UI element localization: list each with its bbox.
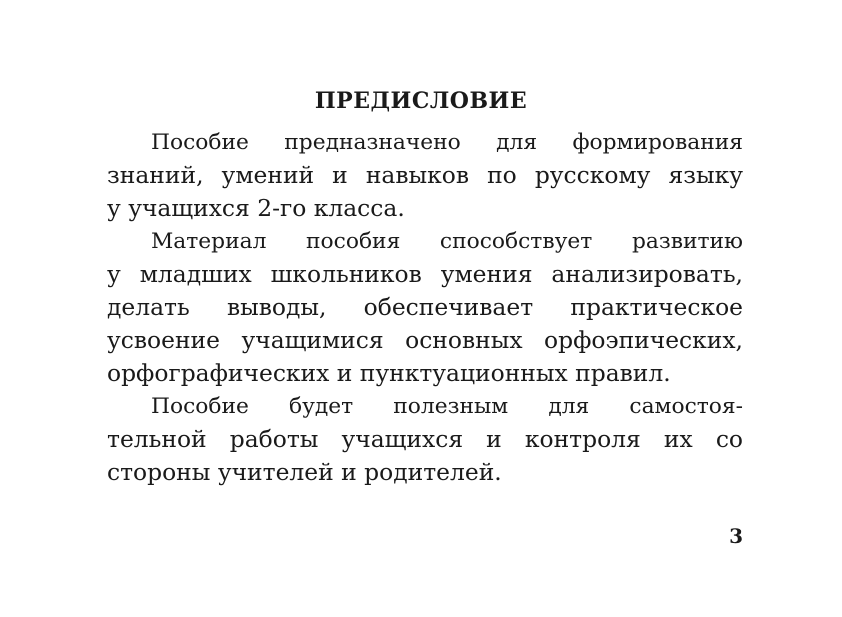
paragraph-line: у младших школьников умения анализировать, <box>107 260 743 288</box>
paragraph-line: Пособие будет полезным для самостоя- <box>151 394 743 419</box>
paragraph-line: стороны учителей и родителей. <box>107 458 502 486</box>
page-heading: ПРЕДИСЛОВИЕ <box>314 88 528 114</box>
paragraph-line: у учащихся 2-го класса. <box>107 194 405 222</box>
paragraph-line: Пособие предназначено для формирования <box>151 130 743 155</box>
paragraph <box>107 390 743 489</box>
paragraph-line: знаний, умений и навыков по русскому языку <box>107 161 743 189</box>
paragraph-line: делать выводы, обеспечивает практическое <box>107 293 743 321</box>
paragraph <box>107 225 743 390</box>
preface-body <box>107 126 743 489</box>
paragraph-line: усвоение учащимися основных орфоэпических, <box>107 326 743 354</box>
paragraph-line: тельной работы учащихся и контроля их со <box>107 425 743 453</box>
paragraph-line: орфографических и пунктуационных правил. <box>107 359 671 387</box>
page-number: 3 <box>729 524 743 548</box>
paragraph <box>107 126 743 225</box>
paragraph-line: Материал пособия способствует развитию <box>151 229 743 254</box>
